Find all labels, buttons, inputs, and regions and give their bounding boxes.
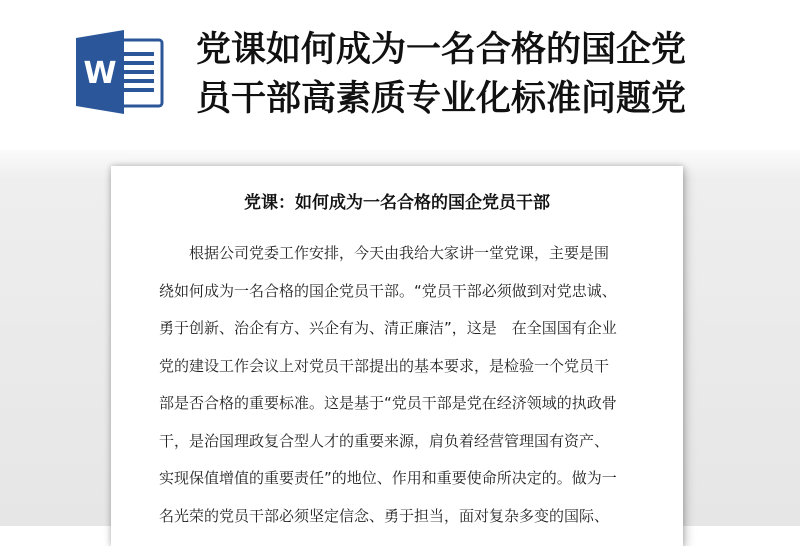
paragraph-line: 名光荣的党员干部必须坚定信念、勇于担当，面对复杂多变的国际、	[159, 507, 610, 525]
document-page	[111, 166, 683, 546]
paragraph-line: 绕如何成为一名合格的国企党员干部。“党员干部必须做到对党忠诚、	[159, 282, 617, 300]
header-banner	[0, 0, 800, 150]
paragraph-line: 党的建设工作会议上对党员干部提出的基本要求，是检验一个党员干	[159, 357, 610, 375]
word-letter: W	[83, 56, 117, 91]
document-title: 党课：如何成为一名合格的国企党员干部	[244, 193, 550, 213]
title-line-2: 员干部高素质专业化标准问题党	[196, 79, 687, 119]
paragraph-line: 勇于创新、治企有方、兴企有为、清正廉洁”，这是 在全国国有企业	[159, 319, 617, 337]
paragraph-line: 根据公司党委工作安排，今天由我给大家讲一堂党课，主要是围	[159, 244, 610, 262]
title-line-1: 党课如何成为一名合格的国企党	[196, 30, 687, 70]
word-document-icon	[76, 30, 166, 114]
paragraph-line: 干，是治国理政复合型人才的重要来源，肩负着经营管理国有资产、	[159, 432, 610, 450]
page-title	[196, 26, 786, 124]
paragraph-line: 部是否合格的重要标准。这是基于“党员干部是党在经济领域的执政骨	[159, 394, 617, 412]
paragraph-line: 实现保值增值的重要责任”的地位、作用和重要使命所决定的。做为一	[159, 469, 617, 487]
